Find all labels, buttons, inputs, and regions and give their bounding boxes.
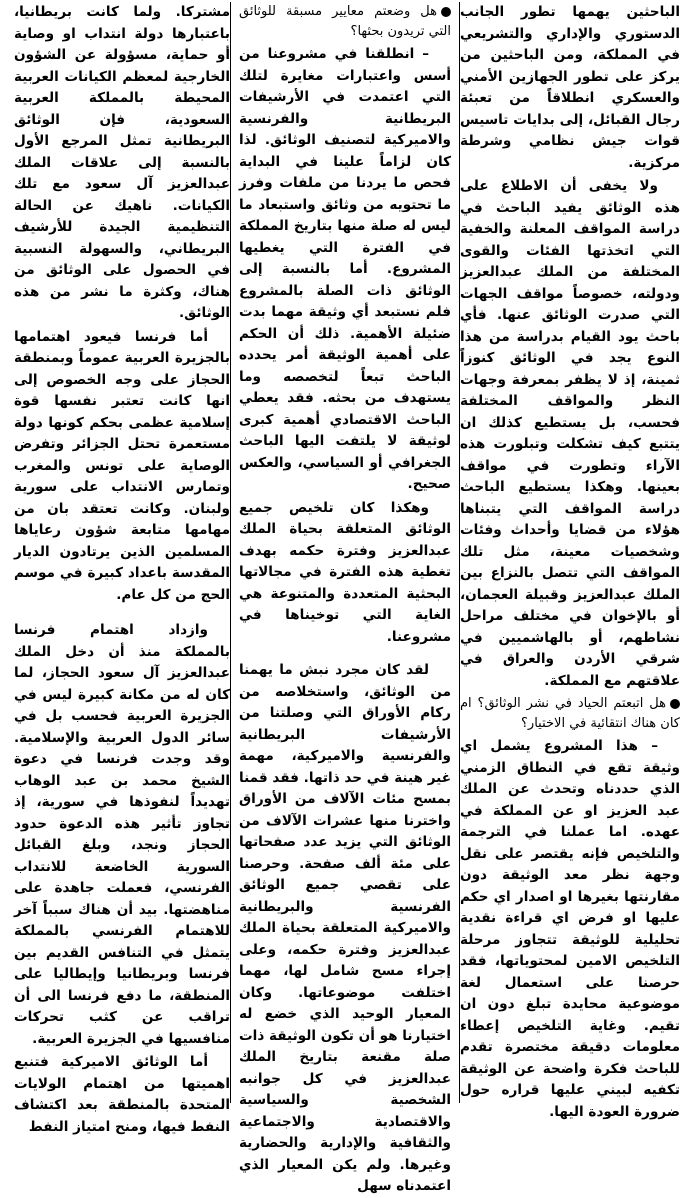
bullet-icon <box>441 7 451 17</box>
column-left <box>460 2 690 1120</box>
question-text: هل اتبعتم الحياد في نشر الوثائق؟ ام كان هناك انتقائية في الاختيار؟ <box>460 696 680 731</box>
question-text: هل وضعتم معايير مسبقة للوثائق التي تريدون بحثها؟ <box>239 4 451 39</box>
bullet-icon <box>670 699 680 709</box>
column-right <box>4 2 230 1135</box>
paragraph: أما الوثائق الاميركية فتنبع اهميتها من اهتمام الولايات المتحدة بالمنطقة بعد اكتشاف النفط فيها، ومنح امتياز النفط <box>14 1054 230 1135</box>
interview-question <box>239 2 451 42</box>
paragraph: ولا يخفى أن الاطلاع على هذه الوثائق يفيد الباحث في دراسة المواقف المعلنة والخفية التي اتخذتها الفئات والقوى المختلفة من الملك عبدالعزيز ودولته، خصوصاً مواقف الجهات التي صدرت الوثائق عنها. فأي باحث يود القيام بدراسة من هذا النوع يجد في الوثائق كنوزاً ثمينة، إذ لا يظفر بمعرفة وجهات النظر والمواقف المختلفة فحسب، بل يستطيع كذلك ان يتتبع كيف تشكلت وتبلورت هذه الآراء وتطورت في مواقف بعينها. وهكذا يستطيع الباحث دراسة المواقف التي يتبناها هؤلاء من قضايا وأحداث وفئات وشخصيات معينة، مثل تلك المواقف التي تتصل بالنزاع بين الملك عبدالعزيز وقبيلة العجمان، أو بالإخوان في مختلف مراحل نشاطهم، أو بالهاشميين في شرقي الأردن والعراق في علاقتهم مع المملكة. <box>460 178 680 689</box>
answer-paragraph: – هذا المشروع يشمل اي وثيقة تقع في النطاق الزمني الذي حددناه وتحدث عن الملك عبد العزيز او عن المملكة في عهده. اما عملنا في الترجمة والتلخيص فإنه يقتصر على نقل وجهة نظر معد الوثيقة دون مقارنتها بغيرها او اصدار اي حكم عليها او فرض اي قراءة نقدية تحليلية للوثيقة تتجاوز مرحلة التلخيص الامين لمحتوياتها، فقد حرصنا على استعمال لغة موضوعية محايدة تبلغ دون ان تقيم. وغاية التلخيص إعطاء معلومات دقيقة مختصرة تقدم للباحث فكرة واضحة عن الوثيقة تكفيه لبيني عليها قراره حول ضرورة العودة اليها. <box>460 738 680 1120</box>
paragraph: وازداد اهتمام فرنسا بالمملكة منذ أن دخل الملك عبدالعزيز آل سعود الحجاز، لما كان له من مكانة كبيرة ليس في الجزيرة العربية فحسب بل في سائر الدول العربية والإسلامية. وقد وجدت فرنسا في دعوة الشيخ محمد بن عبد الوهاب تهديداً لنفوذها في سورية، إذ تجاوز تأثير هذه الدعوة حدود الحجاز ونجد، وبلغ القبائل السورية الخاضعة للانتداب الفرنسي، فعملت جاهدة على مناهضتها. بيد أن هناك سبباً آخر للاهتمام الفرنسي بالمملكة يتمثل في التنافس القديم بين فرنسا وبريطانيا وإيطاليا على المنطقة، ما دفع فرنسا الى أن تراقب عن كثب تحركات منافسيها في الجزيرة العربية. <box>14 622 230 1047</box>
column-divider <box>459 2 460 1103</box>
paragraph: أما فرنسا فيعود اهتمامها بالجزيرة العربية عموماً وبمنطقة الحجاز على وجه الخصوص إلى انها كانت تعتبر نفسها قوة إسلامية عظمى بحكم كونها دولة مستعمرة تحتل الجزائر وتفرض الوصاية على تونس والمغرب وتمارس الانتداب على سورية ولبنان. وكانت تعتقد بان من مهامها متابعة شؤون رعاياها المسلمين الذين يرتادون الديار المقدسة باعداد كبيرة في موسم الحج من كل عام. <box>14 328 230 603</box>
paragraph: الباحثين يهمها تطور الجانب الدستوري والإداري والتشريعي في المملكة، ومن الباحثين من يركز على تطور الجهازين الأمني والعسكري انطلاقاً من تعبئة رجال القبائل، إلى بدايات تاسيس قوات جيش نظامي وشرطة مركزية. <box>460 4 680 171</box>
answer-paragraph: لقد كان مجرد نبش ما يهمنا من الوثائق، واستخلاصه من ركام الأوراق التي وصلتنا من الأرشيفات البريطانية والفرنسية والاميركية، مهمة غير هينة في حد ذاتها. فقد قمنا بمسح مئات الآلاف من الأوراق واخترنا منها عشرات الآلاف من الوثائق التي يزيد عدد صفحاتها على مئة ألف صفحة. وحرصنا على تقصي جميع الوثائق الفرنسية والبريطانية والاميركية المتعلقة بحياة الملك عبدالعزيز وفترة حكمه، وعلى إجراء مسح شامل لها، مهما اختلفت موضوعاتها. وكان المعيار الوحيد الذي خضع له اختيارنا هو أن تكون الوثيقة ذات صلة مقنعة بتاريخ الملك عبدالعزيز في كل جوانبه الشخصية والسياسية والاقتصادية والاجتماعية والثقافية والإدارية والحضارية وغيرها. ولم يكن المعيار الذي اعتمدناه سهل <box>239 662 451 1194</box>
answer-paragraph: وهكذا كان تلخيص جميع الوثائق المتعلقة بحياة الملك عبدالعزيز وفترة حكمه بهدف تغطية هذه الفترة في مجالاتها البحثية المتعددة والمتنوعة هي الغاية التي توخيناها في مشروعنا. <box>239 499 451 645</box>
answer-paragraph: – انطلقنا في مشروعنا من أسس واعتبارات مغايرة لتلك التي اعتمدت في الأرشيفات البريطانية والفرنسية والاميركية لتصنيف الوثائق. لذا كان لزاماً علينا في البداية فحص ما يردنا من ملفات وفرز ما تحتويه من وثائق واستبعاد ما ليس له صلة منها بتاريخ المملكة في الفترة التي يغطيها المشروع. أما بالنسبة إلى الوثائق ذات الصلة بالمشروع فلم نستبعد أي وثيقة مهما بدت ضئيلة الأهمية. ذلك أن الحكم على أهمية الوثيقة أمر يحدده الباحث تبعاً لتخصصه وما يستهدف من بحثه. فقد يعطي الباحث الاقتصادي أهمية كبرى لوثيقة لا يلتفت اليها الباحث الجغرافي أو السياسي، والعكس صحيح. <box>239 46 451 492</box>
paragraph: مشتركا. ولما كانت بريطانيا، باعتبارها دولة انتداب او وصاية أو حماية، مسؤولة عن الشؤون الخارجية لمعظم الكيانات العربية المحيطة بالمملكة العربية السعودية، فإن الوثائق البريطانية تمثل المرجع الأول بالنسبة إلى علاقات الملك عبدالعزيز آل سعود مع تلك الكيانات. ناهيك عن الحالة التنظيمية الجيدة للأرشيف البريطاني، والسهولة النسبية في الحصول على الوثائق من هناك، وكثرة ما نشر من هذه الوثائق. <box>14 4 230 321</box>
column-middle <box>231 2 459 1194</box>
interview-question <box>460 694 680 734</box>
column-divider <box>230 2 231 1103</box>
